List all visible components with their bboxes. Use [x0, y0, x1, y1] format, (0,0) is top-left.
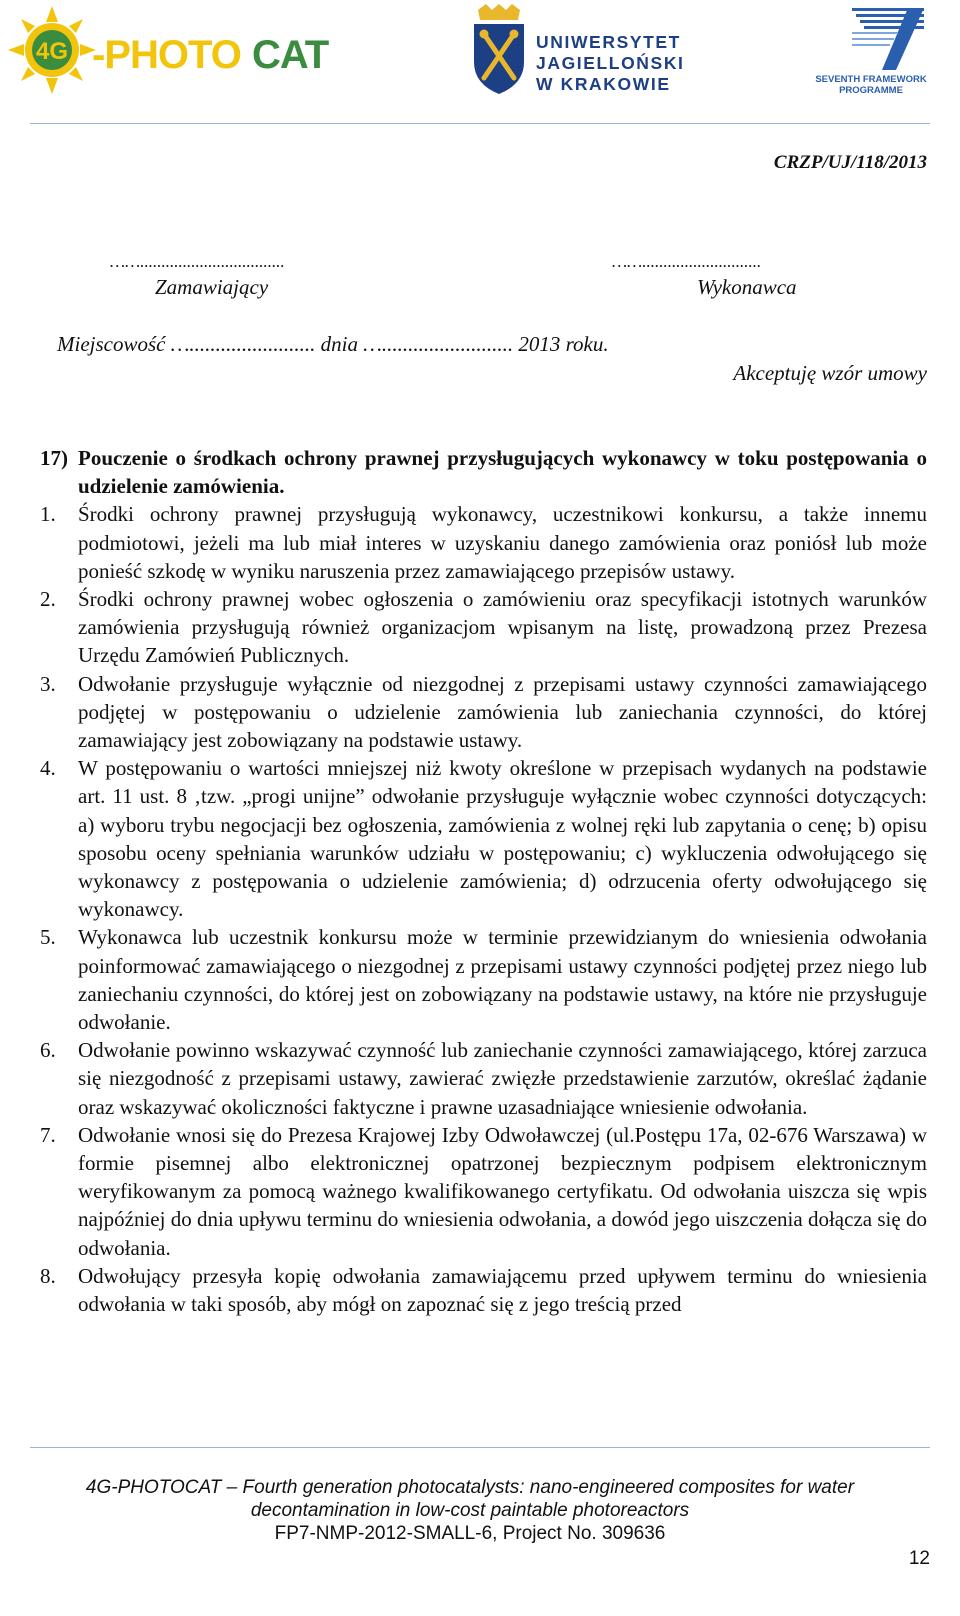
- section-number: 17): [40, 446, 68, 470]
- document-reference: CRZP/UJ/118/2013: [773, 152, 927, 173]
- list-item: [40, 585, 927, 670]
- sun-icon: [8, 6, 96, 94]
- photocat-logo: [8, 4, 348, 96]
- uj-line-1: UNIWERSYTET: [536, 32, 681, 52]
- list-item: [40, 754, 927, 923]
- list-item-text: Odwołanie wnosi się do Prezesa Krajowej Izby Odwoławczej (ul.Postępu 17a, 02-676 Warszawa) w formie pisemnej albo elektronicznej opatrzonej bezpiecznym podpisem elektronicznym weryfikowanym za pomocą ważnego kwalifikowanego certyfikatu. Od odwołania uiszcza się wpis najpóźniej do dnia upływu terminu do wniesienia odwołania, a dowód jego uiszczenia dołącza się do odwołania.: [78, 1122, 927, 1260]
- signature-label-contractor: Wykonawca: [697, 275, 797, 299]
- signature-line-right: ……............................: [612, 252, 762, 271]
- list-item: [40, 1036, 927, 1121]
- list-item: [40, 1121, 927, 1262]
- list-item-number: 5.: [40, 925, 56, 950]
- footer-project-number: FP7-NMP-2012-SMALL-6, Project No. 309636: [274, 1523, 666, 1544]
- svg-text:4G: 4G: [35, 38, 69, 65]
- accept-contract-template: Akceptuję wzór umowy: [733, 361, 927, 385]
- footer-project-title: 4G-PHOTOCAT – Fourth generation photocatalysts: nano-engineered composites for water: [85, 1477, 855, 1498]
- list-item-number: 1.: [40, 502, 56, 527]
- list-item-text: Odwołanie przysługuje wyłącznie od niezgodnej z przepisami ustawy czynności zamawiającego podjętej w postępowaniu o udzielenie zamówienia lub zaniechania czynności, do której zamawiający jest zobowiązany na podstawie ustawy.: [78, 671, 927, 753]
- list-item-number: 6.: [40, 1038, 56, 1063]
- list-item: [40, 500, 927, 585]
- fp7-seven-icon: [812, 2, 930, 74]
- list-item-text: Wykonawca lub uczestnik konkursu może w terminie przewidzianym do wniesienia odwołania poinformować zamawiającego o niezgodnej z przepisami ustawy czynności podjętej przez niego lub zaniechaniu czynności, do której jest on zobowiązany na podstawie ustawy, na które nie przysługuje odwołanie.: [78, 925, 927, 1035]
- fp7-line-2: PROGRAMME: [839, 85, 903, 96]
- uj-line-2: JAGIELLOŃSKI: [536, 53, 685, 73]
- list-item-text: Środki ochrony prawnej przysługują wykonawcy, uczestnikowi konkursu, a także innemu podmiotowi, jeżeli ma lub miał interes w uzyskaniu danego zamówienia oraz poniósł lub może ponieść szkodę w wyniku naruszenia przez zamawiającego przepisów ustawy.: [78, 502, 927, 583]
- list-item-number: 4.: [40, 756, 56, 781]
- footer-project-subtitle: decontamination in low-cost paintable photoreactors: [250, 1500, 690, 1521]
- svg-text:-PHOTO: -PHOTO: [92, 33, 241, 77]
- list-item: [40, 670, 927, 755]
- numbered-list: [40, 500, 927, 1318]
- list-item-text: Odwołanie powinno wskazywać czynność lub zaniechanie czynności zamawiającego, której zarzuca się niezgodność z przepisami ustawy, zawierać zwięzłe przedstawienie zarzutów, określać żądanie oraz wskazywać okoliczności faktyczne i prawne uzasadniające wniesienie odwołania.: [78, 1038, 927, 1119]
- list-item-number: 2.: [40, 587, 56, 612]
- list-item-text: Odwołujący przesyła kopię odwołania zamawiającemu przed upływem terminu do wniesienia odwołania w taki sposób, aby mógł on zapoznać się z jego treścią przed: [78, 1263, 927, 1317]
- footer-divider: [30, 1447, 930, 1448]
- list-item-number: 8.: [40, 1263, 56, 1288]
- header-divider: [30, 123, 930, 124]
- list-item-text: W postępowaniu o wartości mniejszej niż kwoty określone w przepisach wydanych na podstawie art. 11 ust. 8 ‚tzw. „progi unijne” odwołanie przysługuje wyłącznie wobec czynności dotyczących: a) wyboru trybu negocjacji bez ogłoszenia, zamówienia z wolnej ręki lub zapytania o cenę; b) opisu sposobu oceny spełniania warunków udziału w postępowaniu; c) wykluczenia odwołującego się wykonawcy z postępowania o udzielenie zamówienia; d) odrzucenia oferty odwołującego się wykonawcy.: [78, 756, 927, 922]
- signature-label-ordering-party: Zamawiający: [155, 275, 269, 299]
- page-number: 12: [908, 1548, 930, 1569]
- fp7-logo: [812, 2, 930, 98]
- list-item-number: 7.: [40, 1122, 56, 1147]
- fp7-line-1: SEVENTH FRAMEWORK: [815, 74, 927, 85]
- svg-text:CAT: CAT: [252, 33, 329, 77]
- place-date-line: Miejscowość …........................ dnia …......................... 2013 roku.: [57, 332, 609, 356]
- section-17: [40, 444, 927, 1318]
- section-title: Pouczenie o środkach ochrony prawnej przysługujących wykonawcy w toku postępowania o udzielenie zamówienia.: [78, 446, 927, 499]
- page-footer: [30, 1476, 910, 1545]
- uj-line-3: W KRAKOWIE: [536, 74, 671, 94]
- uj-logo: [468, 4, 688, 96]
- section-heading: [40, 444, 927, 500]
- list-item-number: 3.: [40, 671, 56, 696]
- list-item: [40, 1262, 927, 1318]
- uj-crest-icon: [468, 4, 530, 96]
- list-item-text: Środki ochrony prawnej wobec ogłoszenia o zamówieniu oraz specyfikacji istotnych warunków zamówienia przysługują również organizacjom wpisanym na listę, prowadzoną przez Prezesa Urzędu Zamówień Publicznych.: [78, 587, 927, 668]
- page-header: [0, 0, 960, 125]
- signature-line-left: ……..................................: [110, 252, 285, 271]
- list-item: [40, 923, 927, 1036]
